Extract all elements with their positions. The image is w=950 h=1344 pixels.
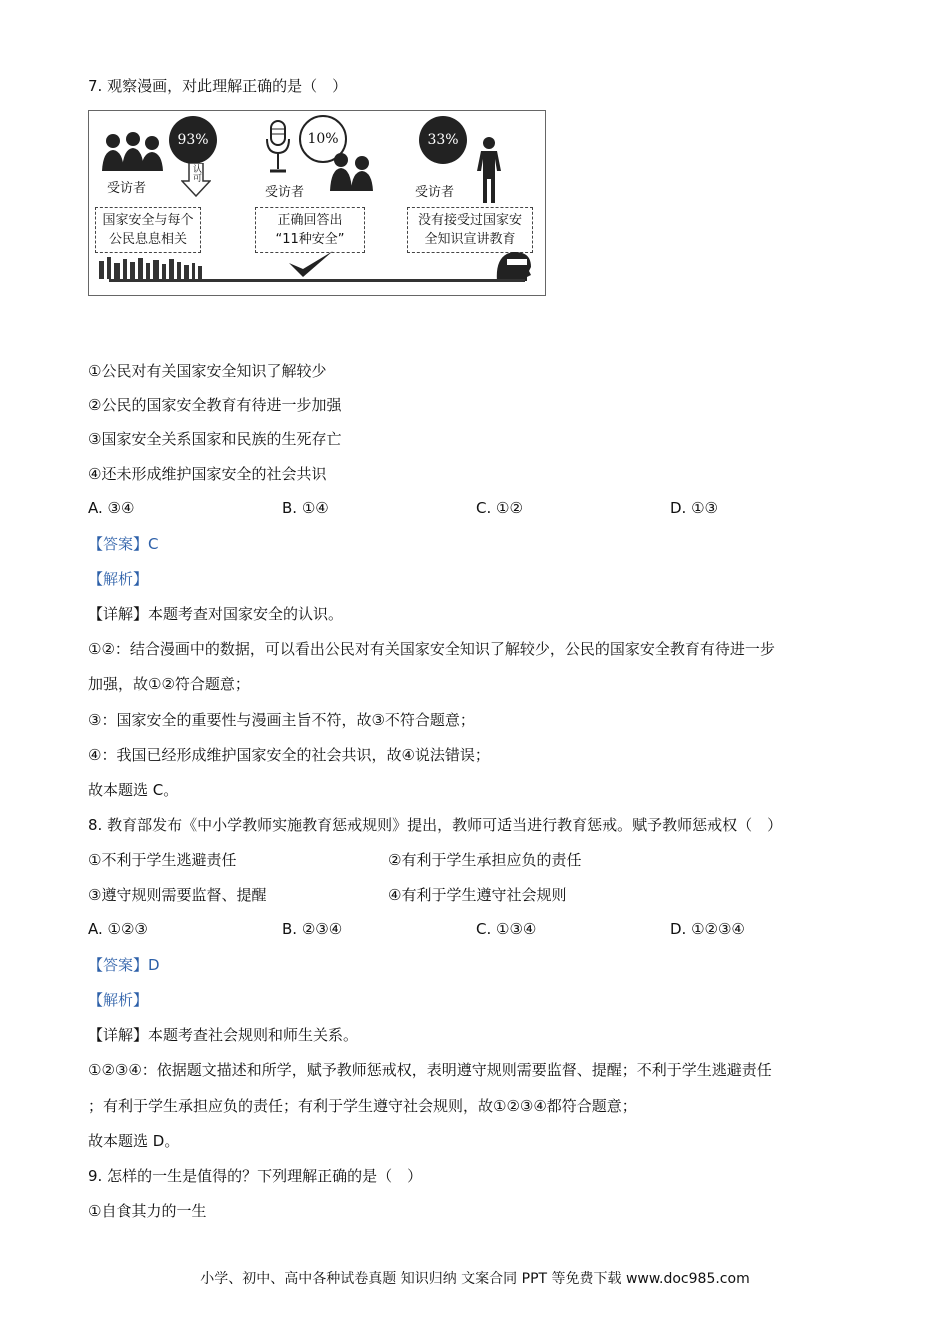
q9-stem-close: ） xyxy=(407,1167,423,1185)
q7-stem-close: ） xyxy=(332,77,348,95)
panel-box-1-line-2: 公民息息相关 xyxy=(108,232,187,247)
arrow-text: 认可 xyxy=(193,165,203,184)
q7-option-b: B. ①④ xyxy=(282,499,329,517)
q7-analysis-head: 【解析】 xyxy=(88,570,149,588)
q9-stem-text: 9. 怎样的一生是值得的？下列理解正确的是（ xyxy=(88,1167,393,1185)
q7-detail-2: ①②：结合漫画中的数据，可以看出公民对有关国家安全知识了解较少，公民的国家安全教育有待进一步 xyxy=(88,640,775,658)
q8-item-1: ①不利于学生逃避责任 xyxy=(88,851,237,869)
percent-bubble-3: 33% xyxy=(419,116,467,164)
q7-item-3: ③国家安全关系国家和民族的生死存亡 xyxy=(88,430,342,448)
q7-option-c: C. ①② xyxy=(476,499,523,517)
q9-stem xyxy=(88,1166,422,1186)
q9-item-1: ①自食其力的一生 xyxy=(88,1202,207,1220)
microphone-icon xyxy=(265,119,291,177)
q7-detail-5: ④：我国已经形成维护国家安全的社会共识，故④说法错误； xyxy=(88,746,490,764)
q8-stem-close: ） xyxy=(767,816,783,834)
q7-item-2: ②公民的国家安全教育有待进一步加强 xyxy=(88,396,342,414)
head-profile-icon xyxy=(493,249,533,281)
panel-box-2-line-1: 正确回答出 xyxy=(277,213,343,228)
q8-detail-4: 故本题选 D。 xyxy=(88,1132,180,1150)
people-group-icon xyxy=(101,131,163,173)
q8-item-3: ③遵守规则需要监督、提醒 xyxy=(88,886,267,904)
q8-item-4: ④有利于学生遵守社会规则 xyxy=(388,886,567,904)
comic-ground-line xyxy=(109,279,525,282)
q8-option-d: D. ①②③④ xyxy=(670,920,745,938)
q8-option-c: C. ①③④ xyxy=(476,920,537,938)
q7-stem xyxy=(88,76,347,96)
q8-stem-text: 8. 教育部发布《中小学教师实施教育惩戒规则》提出，教师可适当进行教育惩戒。赋予教师惩戒权（ xyxy=(88,816,753,834)
q7-detail-3: 加强，故①②符合题意； xyxy=(88,675,250,693)
q7-stem-text: 7. 观察漫画，对此理解正确的是（ xyxy=(88,77,318,95)
q8-option-b: B. ②③④ xyxy=(282,920,343,938)
q8-item-2: ②有利于学生承担应负的责任 xyxy=(388,851,582,869)
checkmark-icon xyxy=(287,249,335,279)
q7-item-1: ①公民对有关国家安全知识了解较少 xyxy=(88,362,327,380)
q8-answer: 【答案】D xyxy=(88,956,160,974)
q7-detail-4: ③：国家安全的重要性与漫画主旨不符，故③不符合题意； xyxy=(88,711,475,729)
people-pair-icon xyxy=(329,151,375,191)
panel-box-2 xyxy=(255,207,365,253)
percent-bubble-1: 93% xyxy=(169,116,217,164)
q7-detail-6: 故本题选 C。 xyxy=(88,781,179,799)
panel-box-3-line-2: 全知识宣讲教育 xyxy=(424,232,516,247)
q8-analysis-head: 【解析】 xyxy=(88,991,149,1009)
q8-detail-3: ；有利于学生承担应负的责任；有利于学生遵守社会规则，故①②③④都符合题意； xyxy=(88,1097,637,1115)
q8-detail-1: 【详解】本题考查社会规则和师生关系。 xyxy=(88,1026,359,1044)
panel-box-1 xyxy=(95,207,201,253)
q8-stem xyxy=(88,815,782,835)
percent-bubble-2: 10% xyxy=(299,115,347,163)
panel-box-3-line-1: 没有接受过国家安 xyxy=(417,213,522,228)
q7-comic xyxy=(88,110,546,296)
q8-option-a: A. ①②③ xyxy=(88,920,148,938)
q7-answer: 【答案】C xyxy=(88,535,159,553)
q7-detail-1: 【详解】本题考查对国家安全的认识。 xyxy=(88,605,344,623)
panel-box-2-line-2: “11种安全” xyxy=(275,232,345,247)
q7-option-d: D. ①③ xyxy=(670,499,718,517)
panel-box-1-line-1: 国家安全与每个 xyxy=(102,213,194,228)
respondent-label-1: 受访者 xyxy=(107,181,147,196)
q8-detail-2: ①②③④：依据题文描述和所学，赋予教师惩戒权，表明遵守规则需要监督、提醒；不利于学生逃避责任 xyxy=(88,1061,772,1079)
q7-option-a: A. ③④ xyxy=(88,499,135,517)
person-standing-icon xyxy=(471,135,507,205)
panel-box-3 xyxy=(407,207,533,253)
respondent-label-2: 受访者 xyxy=(265,185,305,200)
respondent-label-3: 受访者 xyxy=(415,185,455,200)
q7-item-4: ④还未形成维护国家安全的社会共识 xyxy=(88,465,327,483)
page-footer: 小学、初中、高中各种试卷真题 知识归纳 文案合同 PPT 等免费下载 www.doc985.com xyxy=(200,1271,750,1287)
crowd-silhouette-icon xyxy=(97,253,209,279)
